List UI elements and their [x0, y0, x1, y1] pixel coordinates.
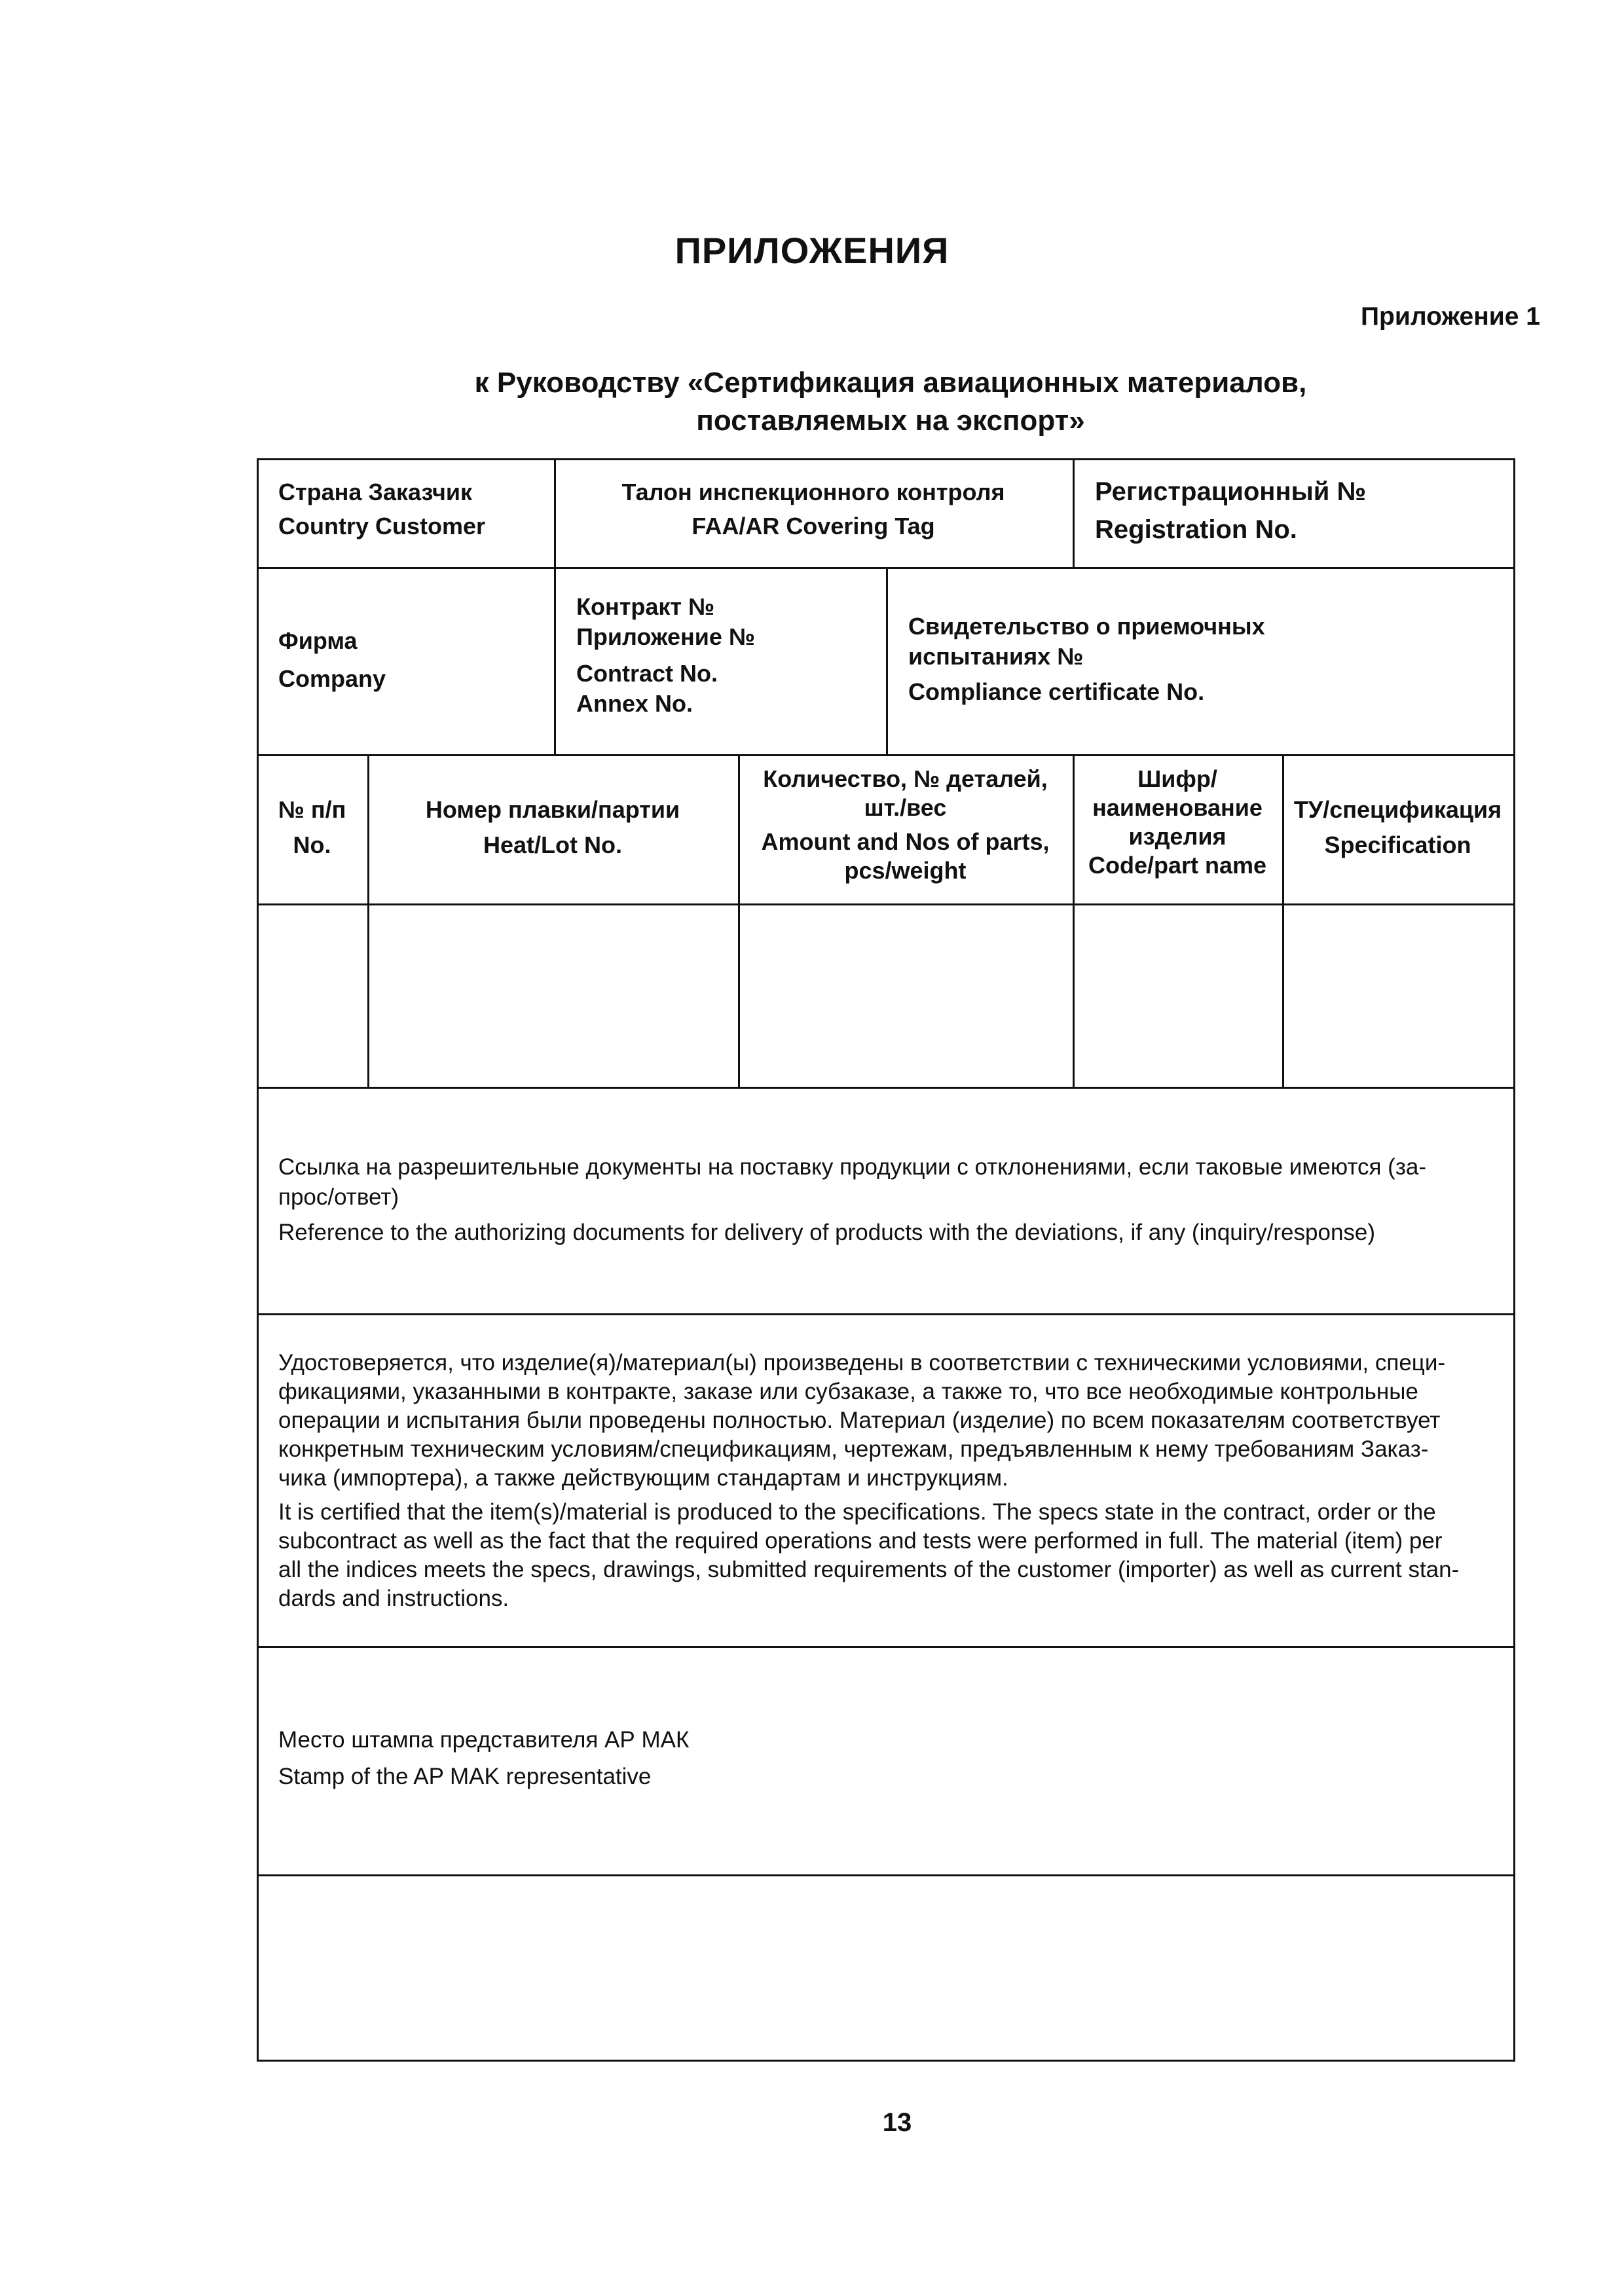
subtitle-line-1: к Руководству «Сертификация авиационных материалов, [474, 367, 1307, 399]
tag-ru: Талон инспекционного контроля [621, 479, 1005, 505]
table-line [257, 1646, 1515, 1648]
certification-ru-1: Удостоверяется, что изделие(я)/материал(ы) произведены в соответствии с техническими условиями, специ- [278, 1350, 1446, 1376]
company-ru: Фирма [278, 627, 358, 654]
column-header-heat-lot [367, 792, 738, 863]
subtitle-line-2: поставляемых на экспорт» [696, 405, 1085, 437]
column-header-code [1073, 765, 1282, 880]
col-spec-ru: ТУ/спецификация [1293, 796, 1502, 823]
covering-tag-label [554, 475, 1073, 543]
company-label [278, 622, 386, 698]
certification-ru-2: фикациями, указанными в контракте, заказе или субзаказе, а также то, что все необходимые контрольные [278, 1379, 1418, 1404]
annex-en: Annex No. [576, 690, 693, 717]
contract-label [576, 592, 755, 719]
registration-en: Registration No. [1095, 515, 1297, 544]
col-amount-en-2: pcs/weight [844, 857, 967, 884]
table-line [257, 458, 1515, 460]
col-code-ru-3: изделия [1128, 823, 1227, 850]
col-code-ru-1: Шифр/ [1137, 765, 1217, 792]
table-line [257, 2060, 1515, 2062]
table-line [1073, 458, 1075, 567]
certification-en-3: all the indices meets the specs, drawings, submitted requirements of the customer (importer) as well as current stan- [278, 1557, 1460, 1582]
certification-en-2: subcontract as well as the fact that the required operations and tests were performed in full. The material (item) per [278, 1528, 1443, 1554]
registration-ru: Регистрационный № [1095, 477, 1367, 506]
certification-en-4: dards and instructions. [278, 1586, 509, 1611]
table-line [257, 1087, 1515, 1089]
certification-ru-4: конкретным техническим условиям/спецификациям, чертежам, предъявленным к нему требованиям Заказ- [278, 1436, 1429, 1462]
compliance-certificate-label [908, 611, 1265, 707]
reference-ru-2: прос/ответ) [278, 1184, 399, 1210]
stamp-ru: Место штампа представителя АР МАК [278, 1727, 690, 1753]
table-line [1513, 458, 1515, 2062]
contract-ru: Контракт № [576, 593, 715, 620]
country-ru: Страна Заказчик [278, 479, 473, 505]
page-title: ПРИЛОЖЕНИЯ [674, 230, 950, 271]
annex-label: Приложение 1 [1361, 302, 1540, 331]
certification-ru-5: чика (импортера), а также действующим стандартам и инструкциям. [278, 1465, 1008, 1491]
cert-en: Compliance certificate No. [908, 678, 1205, 705]
certification-text [278, 1349, 1496, 1613]
col-amount-ru-1: Количество, № деталей, [763, 765, 1048, 792]
col-code-ru-2: наименование [1092, 794, 1263, 821]
col-number-en: No. [293, 831, 331, 858]
column-header-amount [738, 765, 1073, 885]
table-line [886, 567, 888, 754]
table-line [257, 903, 1515, 905]
reference-en: Reference to the authorizing documents for delivery of products with the deviations, if any (inquiry/response) [278, 1220, 1376, 1245]
page-subtitle [0, 364, 1624, 440]
stamp-en: Stamp of the AP MAK representative [278, 1764, 652, 1789]
table-line [257, 1313, 1515, 1315]
certification-ru-3: операции и испытания были проведены полностью. Материал (изделие) по всем показателям соответствует [278, 1408, 1441, 1433]
col-amount-ru-2: шт./вес [864, 794, 947, 821]
column-header-specification [1282, 792, 1513, 863]
col-spec-en: Specification [1324, 831, 1471, 858]
reference-ru-1: Ссылка на разрешительные документы на поставку продукции с отклонениями, если таковые имеются (за- [278, 1154, 1427, 1180]
contract-en: Contract No. [576, 660, 718, 687]
column-header-number [257, 792, 367, 863]
table-line [257, 458, 259, 2062]
cert-ru-2: испытаниях № [908, 643, 1084, 670]
tag-en: FAA/AR Covering Tag [692, 513, 935, 539]
certification-en-1: It is certified that the item(s)/material is produced to the specifications. The specs state in the contract, order or the [278, 1499, 1436, 1525]
deviation-reference-text [278, 1152, 1496, 1248]
stamp-label [278, 1722, 689, 1795]
col-code-en: Code/part name [1088, 852, 1267, 879]
col-amount-en-1: Amount and Nos of parts, [761, 828, 1050, 855]
company-en: Company [278, 665, 386, 692]
country-en: Country Customer [278, 513, 486, 539]
registration-label [1095, 473, 1366, 549]
col-number-ru: № п/п [278, 796, 346, 823]
annex-ru: Приложение № [576, 623, 756, 650]
country-customer-label [278, 475, 485, 543]
cert-ru-1: Свидетельство о приемочных [908, 613, 1265, 640]
table-line [257, 754, 1515, 756]
page-number: 13 [882, 2108, 912, 2137]
col-heat-en: Heat/Lot No. [483, 831, 622, 858]
table-line [257, 1874, 1515, 1876]
col-heat-ru: Номер плавки/партии [425, 796, 680, 823]
